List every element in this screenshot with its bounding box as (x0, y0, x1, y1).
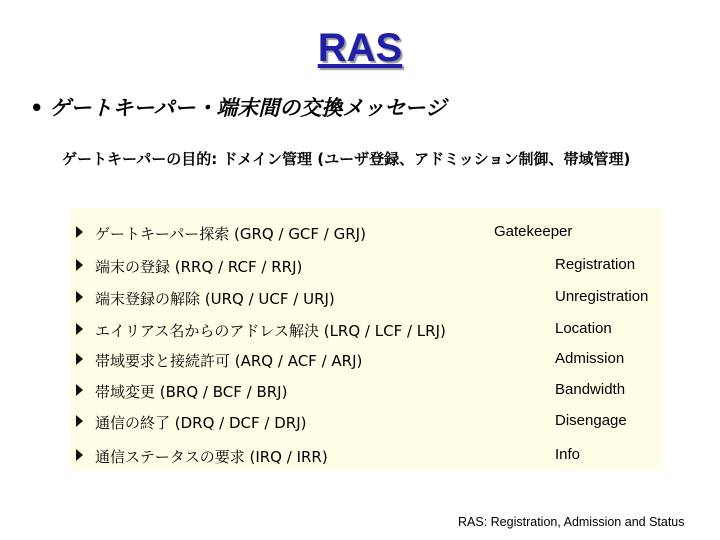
triangle-bullet-icon (76, 259, 83, 271)
message-row (70, 380, 662, 404)
footnote: RAS: Registration, Admission and Status (458, 515, 685, 529)
message-description: 端末登録の解除 (URQ / UCF / URJ) (95, 290, 335, 308)
message-row (70, 349, 662, 373)
message-term: Disengage (555, 412, 627, 429)
triangle-bullet-icon (76, 449, 83, 461)
message-term: Unregistration (555, 288, 649, 305)
triangle-bullet-icon (76, 384, 83, 396)
triangle-bullet-icon (76, 353, 83, 365)
message-description: 端末の登録 (RRQ / RCF / RRJ) (95, 258, 303, 276)
message-description: 帯域変更 (BRQ / BCF / BRJ) (95, 383, 288, 401)
message-row (70, 445, 662, 469)
message-list-panel (70, 208, 662, 470)
message-description: 帯域要求と接続許可 (ARQ / ACF / ARJ) (95, 352, 363, 370)
triangle-bullet-icon (76, 415, 83, 427)
message-term: Info (555, 446, 581, 463)
message-row (70, 255, 662, 279)
message-row (70, 287, 662, 311)
message-term: Location (555, 320, 612, 337)
message-term: Bandwidth (555, 381, 626, 398)
message-row (70, 222, 662, 246)
gatekeeper-purpose: ゲートキーパーの目的: ドメイン管理 (ユーザ登録、アドミッション制御、帯域管理) (62, 150, 631, 168)
message-term: Gatekeeper (494, 223, 573, 240)
message-description: エイリアス名からのアドレス解決 (LRQ / LCF / LRJ) (95, 322, 446, 340)
message-description: 通信ステータスの要求 (IRQ / IRR) (95, 448, 328, 466)
message-term: Admission (555, 350, 625, 367)
bullet-marker: • (30, 96, 44, 120)
message-description: ゲートキーパー探索 (GRQ / GCF / GRJ) (95, 225, 366, 243)
triangle-bullet-icon (76, 226, 83, 238)
message-term: Registration (555, 256, 636, 273)
triangle-bullet-icon (76, 291, 83, 303)
message-row (70, 319, 662, 343)
message-description: 通信の終了 (DRQ / DCF / DRJ) (95, 414, 307, 432)
bullet-text: ゲートキーパー・端末間の交換メッセージ (49, 96, 447, 120)
page-title: RAS (317, 26, 403, 70)
triangle-bullet-icon (76, 323, 83, 335)
bullet-heading (30, 92, 446, 122)
message-row (70, 411, 662, 435)
